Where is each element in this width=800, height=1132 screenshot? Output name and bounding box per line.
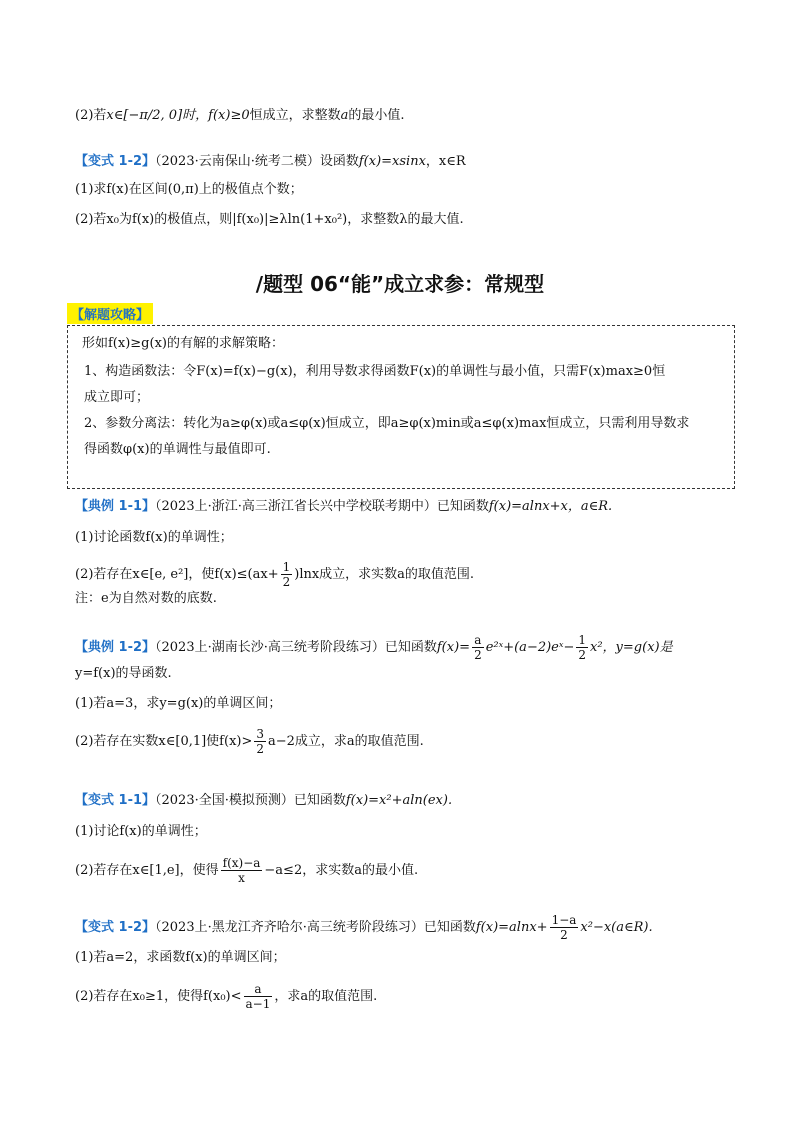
- strategy-label: 【解题攻略】: [67, 303, 153, 324]
- q2-prefix: (2)若: [75, 108, 107, 123]
- top-question-2: [75, 106, 740, 126]
- variant-1-2-q1: (1)求f(x)在区间(0,π)上的极值点个数；: [75, 182, 303, 197]
- fraction-a-over-2: [472, 633, 484, 662]
- example-1-2-header: [75, 633, 740, 662]
- frac-den: a−1: [245, 997, 271, 1011]
- q2-rest: 恒成立，求整数: [249, 108, 341, 123]
- variant-func: f(x)=xsinx: [358, 154, 426, 169]
- example-1-2-q2-a: (2)若存在实数x∈[0,1]使f(x)>: [75, 734, 253, 749]
- q2-var: a: [340, 108, 349, 123]
- variant-1-1-q2-b: −a≤2，求实数a的最小值.: [264, 863, 419, 878]
- q2-end: 的最小值.: [348, 108, 405, 123]
- variant-1-1-func: f(x)=x²+aln(ex).: [345, 793, 453, 808]
- variant-1-2b-source: （2023上·黑龙江齐齐哈尔·高三统考阶段练习）已知函数: [155, 920, 476, 935]
- variant-1-1-header: [75, 791, 740, 811]
- example-1-1-func: f(x)=alnx+x，a∈R.: [488, 499, 613, 514]
- frac-den: 2: [578, 648, 587, 662]
- strategy-line-2: 1、构造函数法：令F(x)=f(x)−g(x)，利用导数求得函数F(x)的单调性与最小值，只需F(x)max≥0恒: [84, 364, 666, 379]
- section-title: /题型 06“能”成立求参：常规型: [255, 272, 545, 296]
- frac-num: 1: [282, 560, 291, 574]
- frac-num: 1−a: [551, 913, 577, 927]
- example-1-2-func-b: e²ˣ+(a−2)eˣ−: [485, 640, 575, 655]
- example-1-1-header: [75, 497, 740, 517]
- example-1-1-note: 注：e为自然对数的底数.: [75, 591, 217, 606]
- example-1-2-q1: (1)若a=3，求y=g(x)的单调区间；: [75, 696, 282, 711]
- example-1-2-line-2: y=f(x)的导函数.: [75, 666, 172, 681]
- variant-1-2b-header: [75, 913, 740, 942]
- variant-tag: 【变式 1-2】: [75, 154, 156, 169]
- fraction-3-over-2: [254, 727, 266, 756]
- strategy-line-4: 2、参数分离法：转化为a≥φ(x)或a≤φ(x)恒成立，即a≥φ(x)min或a≤φ(x)max恒成立，只需利用导数求: [84, 416, 690, 431]
- fraction-a-over-a-minus-1: [244, 982, 273, 1011]
- fraction-half-2: [576, 633, 588, 662]
- q2-condition: x∈[−π/2, 0]时，: [106, 108, 209, 123]
- strategy-line-1: 形如f(x)≥g(x)的有解的求解策略：: [82, 336, 284, 351]
- q2-fx: f(x)≥0: [208, 108, 250, 123]
- example-1-1-q2: [75, 560, 740, 589]
- frac-num: 1: [578, 633, 587, 647]
- frac-num: a: [244, 982, 273, 997]
- variant-1-2b-q2-b: ，求a的取值范围.: [274, 989, 378, 1004]
- variant-1-2b-q1: (1)若a=2，求函数f(x)的单调区间；: [75, 950, 286, 965]
- variant-1-1-q2: [75, 856, 740, 885]
- example-1-1-tag: 【典例 1-1】: [75, 499, 156, 514]
- variant-domain: ，x∈R: [425, 154, 466, 169]
- example-1-2-func-a: f(x)=: [436, 640, 471, 655]
- frac-den: x: [238, 871, 245, 885]
- variant-source: （2023·云南保山·统考二模）设函数: [155, 154, 359, 169]
- variant-1-2b-func-b: x²−x(a∈R).: [580, 920, 653, 935]
- frac-den: 2: [560, 928, 568, 942]
- variant-1-1-q2-a: (2)若存在x∈[1,e]，使得: [75, 863, 219, 878]
- example-1-1-q2-b: )lnx成立，求实数a的取值范围.: [294, 567, 475, 582]
- frac-den: 2: [282, 575, 291, 589]
- example-1-1-source: （2023上·浙江·高三浙江省长兴中学校联考期中）已知函数: [155, 499, 489, 514]
- variant-1-2b-q2-a: (2)若存在x₀≥1，使得f(x₀)<: [75, 989, 242, 1004]
- strategy-line-5: 得函数φ(x)的单调性与最值即可.: [84, 442, 271, 457]
- variant-1-2-header: [75, 152, 740, 172]
- variant-1-1-tag: 【变式 1-1】: [75, 793, 156, 808]
- example-1-2-q2-b: a−2成立，求a的取值范围.: [268, 734, 424, 749]
- example-1-2-source: （2023上·湖南长沙·高三统考阶段练习）已知函数: [155, 640, 437, 655]
- variant-1-2b-tag: 【变式 1-2】: [75, 920, 156, 935]
- example-1-1-q2-a: (2)若存在x∈[e, e²]，使f(x)≤(ax+: [75, 567, 279, 582]
- variant-1-2b-q2: [75, 982, 740, 1011]
- frac-num: 3: [256, 727, 265, 741]
- example-1-2-tag: 【典例 1-2】: [75, 640, 156, 655]
- variant-1-1-q1: (1)讨论f(x)的单调性；: [75, 824, 207, 839]
- example-1-2-func-c: x²，y=g(x)是: [590, 640, 673, 655]
- frac-den: 2: [474, 648, 482, 662]
- example-1-2-q2: [75, 727, 740, 756]
- strategy-line-3: 成立即可；: [84, 390, 150, 405]
- variant-1-2b-func-a: f(x)=alnx+: [475, 920, 548, 935]
- frac-num: a: [472, 633, 484, 648]
- frac-num: f(x)−a: [222, 856, 261, 870]
- strategy-box: [67, 325, 735, 489]
- fraction-fx-minus-a-over-x: [221, 856, 263, 885]
- example-1-1-q1: (1)讨论函数f(x)的单调性；: [75, 530, 233, 545]
- fraction-half: [281, 560, 293, 589]
- frac-den: 2: [256, 742, 265, 756]
- variant-1-1-source: （2023·全国·模拟预测）已知函数: [155, 793, 346, 808]
- fraction-1-minus-a-over-2: [550, 913, 579, 942]
- variant-1-2-q2: (2)若x₀为f(x)的极值点，则|f(x₀)|≥λln(1+x₀²)，求整数λ的最大值.: [75, 212, 464, 227]
